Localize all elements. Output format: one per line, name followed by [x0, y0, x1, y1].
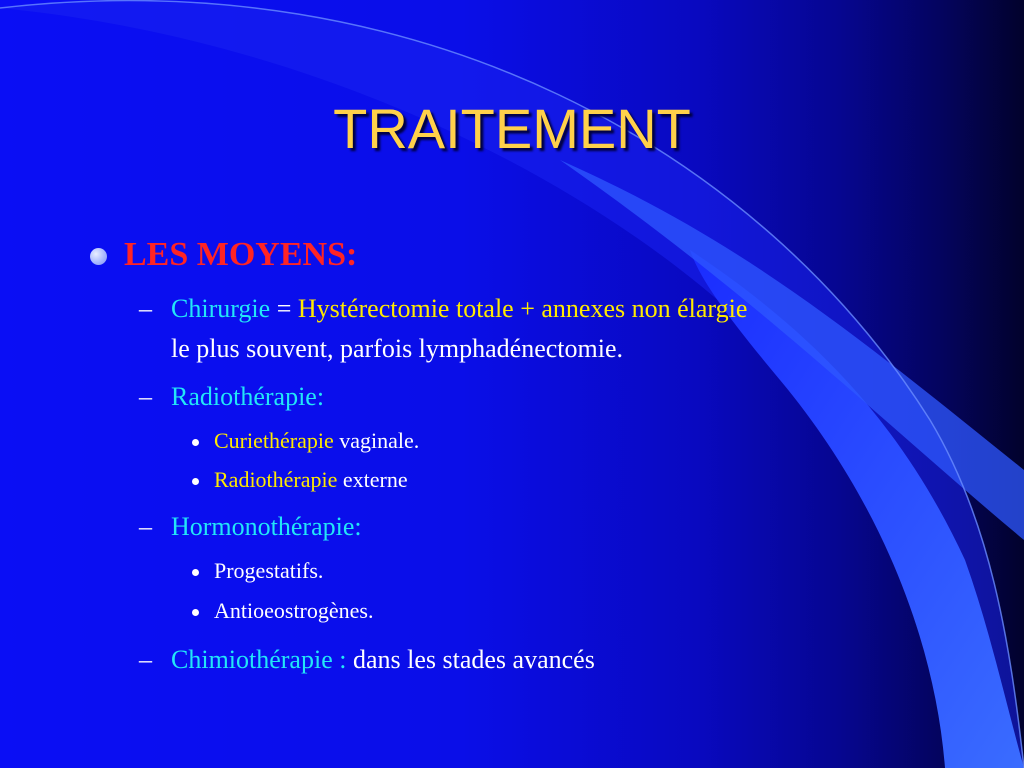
item-text: externe — [337, 467, 408, 492]
list-item-chirurgie — [139, 289, 748, 329]
list-item-progestatifs — [214, 554, 323, 588]
dash-icon: – — [139, 645, 152, 674]
bullet-icon — [192, 478, 199, 485]
bullet-icon — [192, 609, 199, 616]
chirurgie-detail: Hystérectomie totale + annexes non élargie — [297, 294, 748, 323]
chimiotherapie-text: dans les stades avancés — [346, 645, 595, 674]
list-item-les-moyens — [124, 233, 357, 277]
dash-icon: – — [139, 382, 152, 411]
list-item-radiotherapie — [139, 377, 325, 417]
list-item-curietherapie — [214, 424, 419, 458]
chimiotherapie-label: Chimiothérapie : — [171, 645, 347, 674]
hormonotherapie-label: Hormonothérapie: — [171, 512, 362, 541]
chirurgie-continuation: le plus souvent, parfois lymphadénectomie. — [171, 334, 624, 363]
slide-title: TRAITEMENT — [333, 97, 691, 160]
radiotherapie-label: Radiothérapie: — [171, 382, 325, 411]
item-text: Antioeostrogènes. — [214, 598, 374, 623]
item-text: Progestatifs. — [214, 558, 324, 583]
bullet-icon — [192, 439, 199, 446]
list-item-hormonotherapie — [139, 507, 362, 547]
bullet-icon — [90, 248, 107, 265]
chirurgie-label: Chirurgie — [171, 294, 271, 323]
bullet-icon — [192, 569, 199, 576]
list-item-radiotherapie-externe — [214, 463, 408, 497]
dash-icon: – — [139, 294, 152, 323]
item-text: vaginale. — [333, 428, 420, 453]
list-item-antioeostrogenes — [214, 594, 373, 628]
item-term: Radiothérapie — [214, 467, 338, 492]
equals-sign: = — [270, 294, 298, 323]
dash-icon: – — [139, 512, 152, 541]
section-heading: LES MOYENS: — [124, 236, 358, 273]
list-item-chimiotherapie — [139, 640, 595, 680]
item-term: Curiethérapie — [214, 428, 334, 453]
